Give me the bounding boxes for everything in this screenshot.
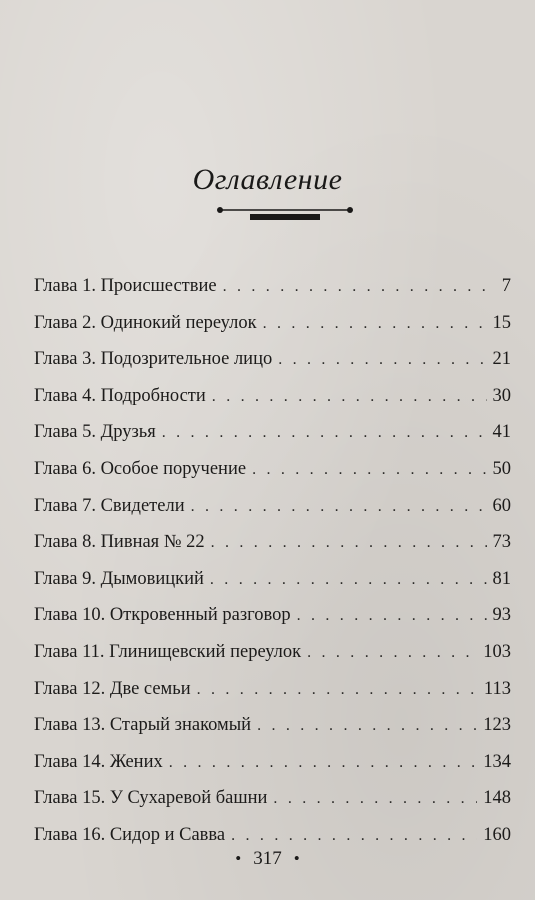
dot-leader	[197, 672, 478, 709]
toc-entry-title: Глава 13. Старый знакомый	[34, 715, 252, 736]
toc-entry-title: Глава 6. Особое поручение	[34, 458, 247, 479]
toc-entry	[34, 488, 511, 525]
toc-entry	[34, 268, 511, 305]
dot-leader	[210, 562, 487, 599]
toc-entry	[34, 341, 511, 378]
dot-leader	[191, 489, 487, 526]
toc-entry-page: 21	[492, 349, 511, 370]
toc-entry-page: 148	[483, 788, 511, 809]
toc-entry-title: Глава 12. Две семьи	[34, 678, 191, 699]
toc-entry-page: 123	[483, 715, 511, 736]
toc-entry-title: Глава 1. Происшествие	[34, 276, 217, 296]
toc-entry-page: 160	[483, 824, 511, 845]
toc-entry-title: Глава 2. Одинокий переулок	[34, 312, 257, 333]
toc-entry	[34, 671, 511, 708]
toc-entry	[34, 524, 511, 561]
toc-entry	[34, 451, 511, 488]
toc-entry-page: 134	[483, 751, 511, 772]
toc-entry-title: Глава 10. Откровенный разговор	[34, 605, 291, 626]
toc-entry-page: 81	[492, 568, 511, 589]
toc-entry	[34, 707, 511, 744]
toc-entry-page: 7	[501, 276, 511, 296]
toc-entry-title: Глава 15. У Сухаревой башни	[34, 788, 268, 809]
bullet-icon: •	[235, 849, 242, 868]
dot-leader	[257, 708, 477, 745]
toc-entry-title: Глава 5. Друзья	[34, 422, 156, 443]
bullet-icon: •	[293, 849, 300, 868]
toc-entry	[34, 378, 511, 415]
toc-entry	[34, 414, 511, 451]
toc-entry-page: 93	[492, 605, 511, 626]
toc-entry	[34, 597, 511, 634]
toc-entry	[34, 305, 511, 342]
dot-leader	[252, 452, 486, 489]
toc-entry-page: 113	[483, 678, 511, 699]
toc-entry-page: 50	[492, 458, 511, 479]
toc-entry-page: 30	[492, 385, 511, 406]
dot-leader	[278, 342, 486, 379]
table-of-contents	[34, 268, 511, 854]
dot-leader	[211, 525, 487, 562]
toc-entry-title: Глава 7. Свидетели	[34, 495, 185, 516]
toc-entry	[34, 634, 511, 671]
dot-leader	[169, 745, 478, 782]
dot-leader	[162, 415, 487, 452]
dot-leader	[212, 379, 487, 416]
dot-leader	[223, 269, 495, 306]
toc-entry-title: Глава 9. Дымовицкий	[34, 568, 204, 589]
toc-entry-page: 41	[492, 422, 511, 443]
toc-entry-title: Глава 4. Подробности	[34, 385, 206, 406]
toc-entry	[34, 744, 511, 781]
page-number	[0, 848, 535, 870]
dot-leader	[297, 598, 487, 635]
toc-entry	[34, 780, 511, 817]
toc-entry-page: 103	[483, 641, 511, 662]
toc-entry-page: 73	[492, 532, 511, 553]
toc-entry	[34, 561, 511, 598]
toc-entry-title: Глава 16. Сидор и Савва	[34, 824, 226, 845]
toc-entry-page: 15	[492, 312, 511, 333]
dot-leader	[273, 781, 477, 818]
toc-entry-title: Глава 8. Пивная № 22	[34, 532, 205, 553]
toc-entry-title: Глава 11. Глинищевский переулок	[34, 641, 302, 662]
page-title: Оглавление	[192, 163, 343, 196]
title-ornament	[216, 203, 354, 223]
toc-entry-page: 60	[492, 495, 511, 516]
page-number-value: 317	[253, 848, 282, 869]
toc-entry-title: Глава 14. Жених	[34, 751, 163, 772]
dot-leader	[263, 306, 487, 343]
dot-leader	[307, 635, 477, 672]
toc-entry-title: Глава 3. Подозрительное лицо	[34, 349, 273, 370]
